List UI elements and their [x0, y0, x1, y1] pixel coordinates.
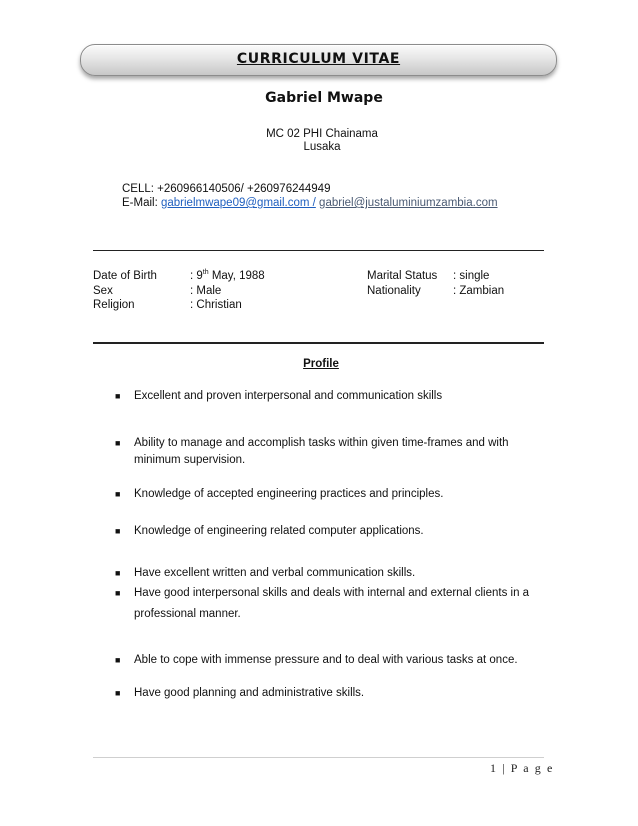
title-banner: [80, 44, 557, 76]
email-primary-link[interactable]: gabrielmwape09@gmail.com /: [160, 197, 316, 209]
profile-item: Have good interpersonal skills and deals with internal and external clients in a professional manner.: [134, 587, 530, 620]
bullet-icon: ■: [115, 526, 121, 536]
candidate-name: Gabriel Mwape: [265, 90, 383, 106]
email-label: E-Mail:: [122, 197, 158, 209]
profile-item: Excellent and proven interpersonal and communication skills: [134, 390, 443, 402]
religion-value: : Christian: [190, 299, 242, 311]
nationality-value: : Zambian: [453, 285, 505, 297]
footer-divider: [93, 757, 544, 758]
bullet-icon: ■: [115, 655, 121, 665]
divider-bottom: [93, 342, 544, 344]
marital-status-label: Marital Status: [367, 270, 438, 282]
bullet-icon: ■: [115, 568, 121, 578]
email-line: [122, 197, 498, 209]
address-line-1: MC 02 PHI Chainama: [266, 128, 378, 140]
profile-item: Ability to manage and accomplish tasks within given time-frames and with minimum supervision.: [134, 437, 509, 466]
cell-numbers: CELL: +260966140506/ +260976244949: [122, 183, 331, 195]
profile-item: Have excellent written and verbal communication skills.: [134, 567, 416, 579]
email-secondary-link[interactable]: gabriel@justaluminiumzambia.com: [319, 197, 498, 209]
religion-label: Religion: [93, 299, 135, 311]
marital-status-value: : single: [453, 270, 490, 282]
profile-item: Able to cope with immense pressure and to deal with various tasks at once.: [134, 654, 518, 666]
page-number: 1 | P a g e: [490, 761, 554, 775]
bullet-icon: ■: [115, 489, 121, 499]
profile-item: Knowledge of accepted engineering practices and principles.: [134, 488, 444, 500]
bullet-icon: ■: [115, 391, 121, 401]
cv-title: CURRICULUM VITAE: [236, 51, 401, 67]
address-line-2: Lusaka: [303, 141, 341, 153]
sex-value: : Male: [190, 285, 222, 297]
divider-top: [93, 250, 544, 251]
bullet-icon: ■: [115, 588, 121, 598]
profile-heading: Profile: [303, 358, 339, 370]
dob-label: Date of Birth: [93, 270, 157, 282]
sex-label: Sex: [93, 285, 113, 297]
profile-item: Knowledge of engineering related computer applications.: [134, 525, 424, 537]
dob-value: : 9th May, 1988: [190, 269, 265, 282]
profile-item: Have good planning and administrative skills.: [134, 687, 365, 699]
nationality-label: Nationality: [367, 285, 421, 297]
bullet-icon: ■: [115, 438, 121, 448]
bullet-icon: ■: [115, 688, 121, 698]
